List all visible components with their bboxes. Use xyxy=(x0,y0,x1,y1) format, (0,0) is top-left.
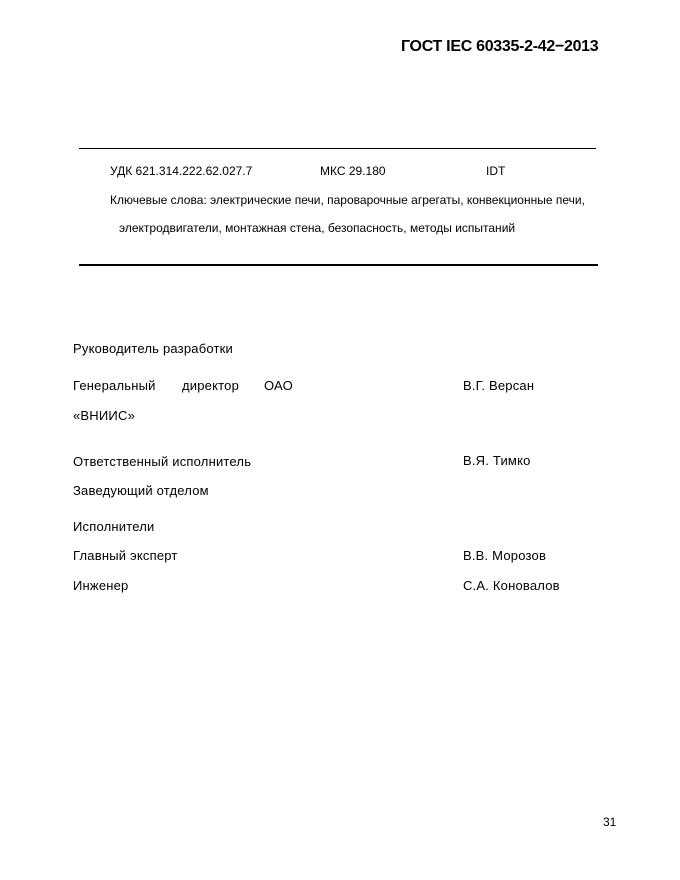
bottom-divider xyxy=(79,264,598,266)
general-director-role-word-1: Генеральный xyxy=(73,378,156,393)
chief-expert-name: В.В. Морозов xyxy=(463,548,547,563)
chief-expert-role: Главный эксперт xyxy=(73,548,178,563)
general-director-role-word-2: директор xyxy=(182,378,240,393)
department-head-role: Заведующий отделом xyxy=(73,483,209,498)
responsible-executor-name: В.Я. Тимко xyxy=(463,453,531,468)
general-director-name: В.Г. Версан xyxy=(463,378,535,393)
engineer-name: С.А. Коновалов xyxy=(463,578,560,593)
engineer-role: Инженер xyxy=(73,578,129,593)
top-divider xyxy=(79,148,596,149)
mks-code: МКС 29.180 xyxy=(320,164,386,178)
idt-label: IDT xyxy=(486,164,506,178)
page-number: 31 xyxy=(603,815,617,829)
executors-label: Исполнители xyxy=(73,519,155,534)
general-director-organization: «ВНИИС» xyxy=(73,408,135,423)
keywords-line-1: Ключевые слова: электрические печи, пароварочные агрегаты, конвекционные печи, xyxy=(110,193,585,207)
keywords-line-2: электродвигатели, монтажная стена, безопасность, методы испытаний xyxy=(119,221,516,235)
udk-code: УДК 621.314.222.62.027.7 xyxy=(110,164,253,178)
document-code: ГОСТ IEC 60335-2-42−2013 xyxy=(401,38,599,55)
responsible-executor-role: Ответственный исполнитель xyxy=(73,454,252,469)
development-head-label: Руководитель разработки xyxy=(73,341,233,356)
general-director-role-word-3: ОАО xyxy=(264,378,293,393)
